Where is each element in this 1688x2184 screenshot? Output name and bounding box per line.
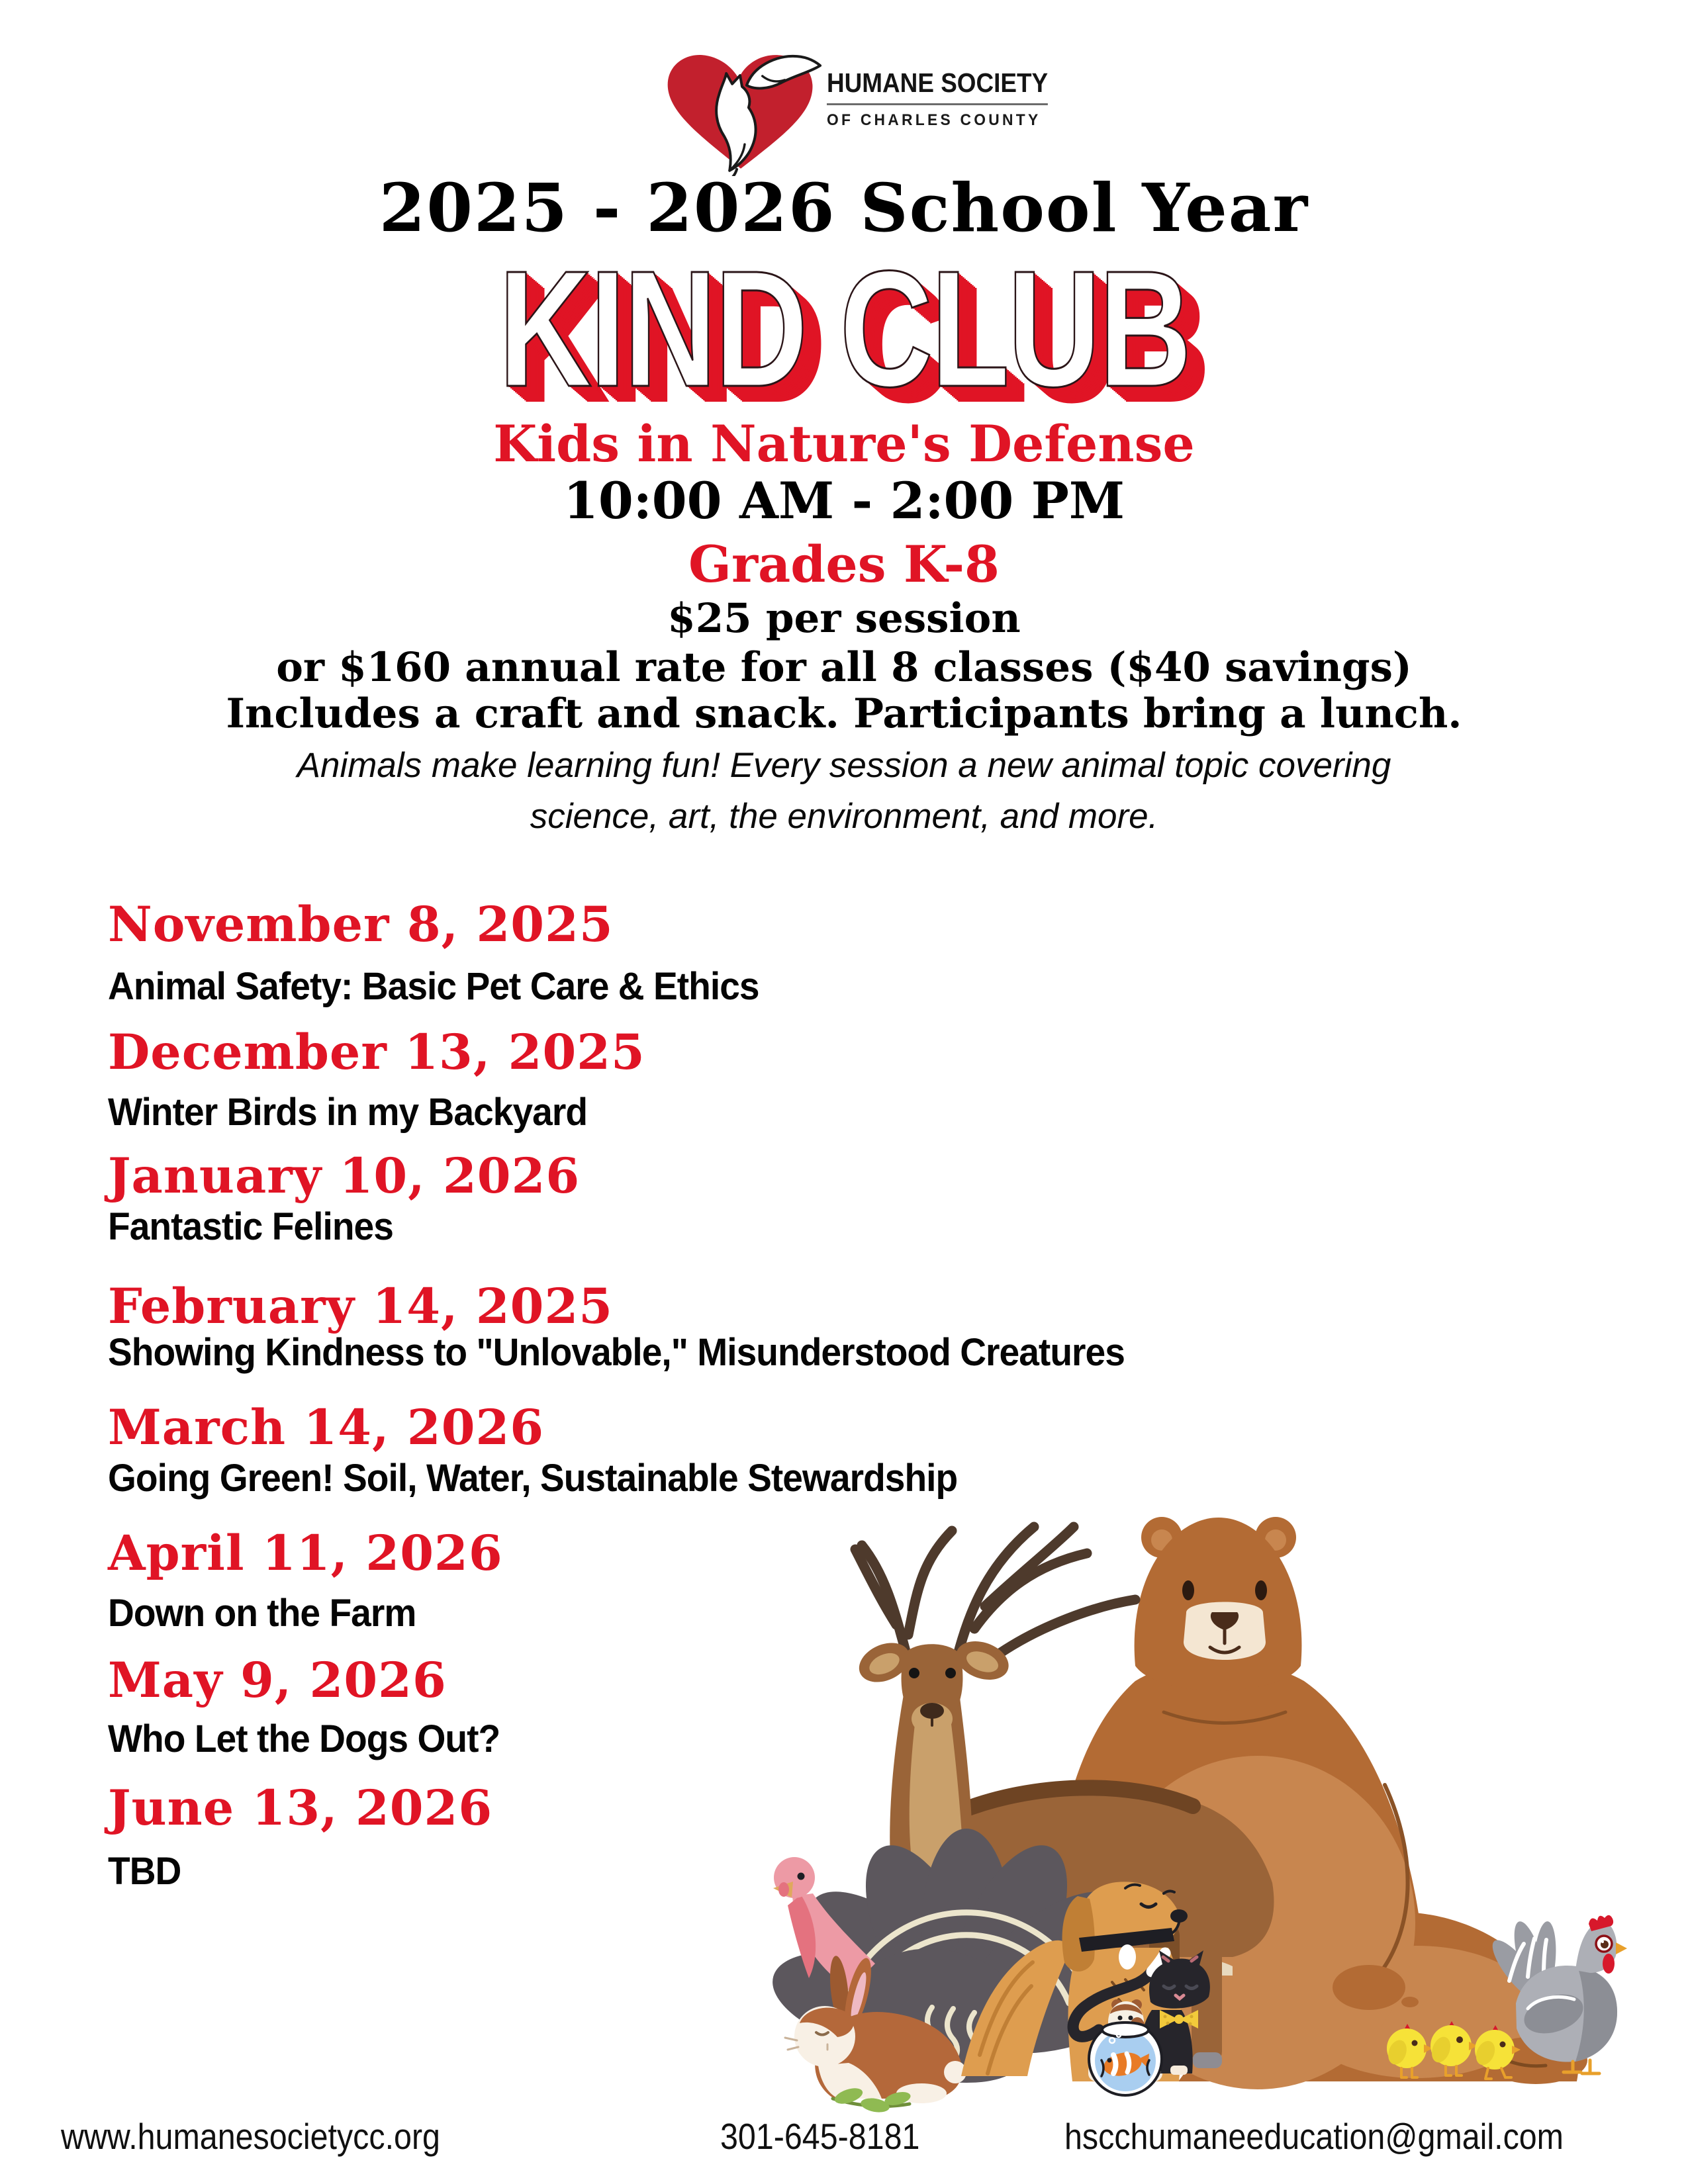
session-date: February 14, 2025: [108, 1278, 614, 1335]
session-topic: TBD: [108, 1850, 181, 1893]
session-topic: Going Green! Soil, Water, Sustainable Stewardship: [108, 1457, 958, 1500]
session-topic: Winter Birds in my Backyard: [108, 1091, 588, 1134]
session-date: November 8, 2025: [108, 896, 614, 953]
session-topic: Down on the Farm: [108, 1592, 416, 1635]
price-per-session: $25 per session: [667, 595, 1021, 642]
footer-email: hscchumaneeducation@gmail.com: [1064, 2116, 1564, 2157]
logo-org-subname: OF CHARLES COUNTY: [827, 111, 1041, 129]
grades-line: Grades K-8: [688, 535, 1000, 594]
session-date: March 14, 2026: [108, 1399, 545, 1456]
club-name-wrap: [0, 236, 1688, 421]
session-time: 10:00 AM - 2:00 PM: [563, 471, 1125, 530]
session-topic: Who Let the Dogs Out?: [108, 1717, 500, 1760]
footer-phone: 301-645-8181: [720, 2116, 920, 2157]
club-tagline: Kids in Nature's Defense: [493, 414, 1195, 473]
session-topic: Animal Safety: Basic Pet Care & Ethics: [108, 965, 759, 1008]
logo-org-name: HUMANE SOCIETY: [827, 68, 1048, 105]
club-name-title: KIND CLUB: [498, 236, 1190, 421]
animal-group-illustration: [755, 1499, 1675, 2118]
description-line-1: Animals make learning fun! Every session a new animal topic covering: [297, 746, 1391, 785]
session-date: April 11, 2026: [108, 1525, 503, 1582]
heart-hand-pet-icon: [659, 46, 823, 176]
session-date: December 13, 2025: [108, 1024, 645, 1081]
fishbowl-icon: [1089, 2023, 1162, 2095]
description-line-2: science, art, the environment, and more.: [530, 797, 1158, 836]
session-topic: Fantastic Felines: [108, 1205, 393, 1248]
session-date: May 9, 2026: [108, 1652, 447, 1709]
price-annual: or $160 annual rate for all 8 classes ($40 savings): [276, 644, 1412, 691]
session-topic: Showing Kindness to "Unlovable," Misunderstood Creatures: [108, 1331, 1125, 1374]
footer-website: www.humanesocietycc.org: [61, 2116, 440, 2157]
session-date: June 13, 2026: [108, 1780, 493, 1837]
session-date: January 10, 2026: [108, 1148, 581, 1205]
school-year-title: 2025 - 2026 School Year: [379, 169, 1309, 247]
includes-line: Includes a craft and snack. Participants bring a lunch.: [226, 690, 1462, 737]
logo-text: [827, 68, 1072, 130]
humane-society-logo: [659, 46, 1072, 176]
